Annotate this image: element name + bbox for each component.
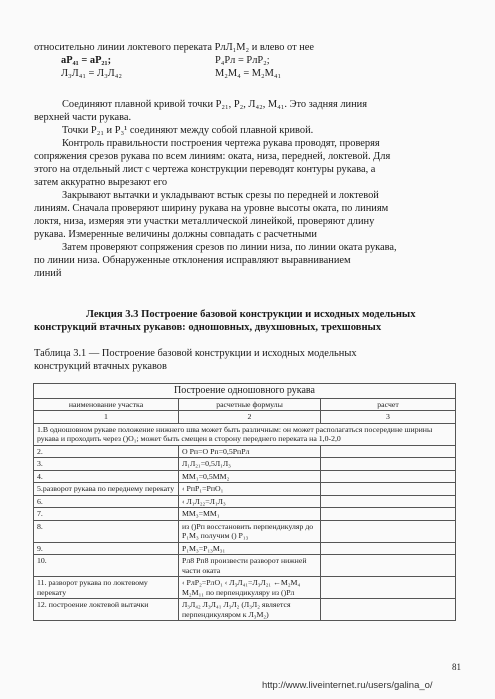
table-cell-calc — [321, 542, 456, 555]
paragraph-line: верхней части рукава. — [34, 112, 132, 123]
table-cell-name: 11. разворот рукава по локтевому перекату — [34, 577, 179, 599]
table-cell-name: 7. — [34, 508, 179, 521]
paragraph-line: линий — [34, 268, 62, 279]
table-cell-name: 5.разворот рукава по переднему перекату — [34, 483, 179, 496]
table-cell-name: 10. — [34, 555, 179, 577]
table-cell-formula: ММ₁=0,5ММ₂ — [179, 470, 321, 483]
table-cell-calc — [321, 445, 456, 458]
equation-left-2: Л₃Л₄₁ = Л₃Л₄₂ — [61, 68, 122, 79]
paragraph-line: линиям. Сначала проверяют ширину рукава на уровне высоты оката, по линиям — [34, 203, 389, 214]
table-row — [34, 483, 456, 496]
paragraph-line: затем аккуратно вырезают его — [34, 177, 168, 188]
lecture-heading-line-2: конструкций втачных рукавов: одношовных, двухшовных, трехшовных — [34, 322, 382, 333]
table-row — [34, 599, 456, 621]
table-cell-calc — [321, 555, 456, 577]
table-cell-name: 12. построение локтевой вытачки — [34, 599, 179, 621]
table-row — [34, 520, 456, 542]
table-row — [34, 508, 456, 521]
table-cell-calc — [321, 577, 456, 599]
construction-table — [33, 383, 456, 621]
table-caption-line-2: конструкций втачных рукавов — [34, 361, 167, 372]
table-row — [34, 445, 456, 458]
paragraph-line: по линии низа. Обнаруженные отклонения исправляют выравниванием — [34, 255, 351, 266]
table-cell-name: 6. — [34, 495, 179, 508]
column-number-cell: 1 — [34, 411, 179, 424]
paragraph-line: Затем проверяют сопряжения срезов по линии низа, по линии оката рукава, — [62, 242, 397, 253]
column-number-cell: 3 — [321, 411, 456, 424]
table-row — [34, 577, 456, 599]
table-note: 1.В одношовном рукаве положение нижнего шва может быть различным: он может располагаться посередине ширины рукава и проходить через ()О₁; может быть смещен в сторону переднего переката на 1,0-2,0 — [34, 423, 456, 445]
paragraph-line: сопряжения срезов рукава по всем линиям: оката, низа, передней, локтевой. Для — [34, 151, 391, 162]
header-cell: расчет — [321, 398, 456, 411]
table-row — [34, 555, 456, 577]
paragraph-line: Закрывают вытачки и укладывают встык срезы по передней и локтевой — [62, 190, 379, 201]
equation-right-1: Р₄Рл = РлР₂; — [215, 55, 270, 66]
table-cell-formula: ММ₃=ММ₁ — [179, 508, 321, 521]
table-cell-formula: Р₁М₃=Р₁₃М₃₁ — [179, 542, 321, 555]
table-cell-calc — [321, 520, 456, 542]
page-number: 81 — [452, 662, 461, 672]
watermark-url: http://www.liveinternet.ru/users/galina_o/ — [262, 680, 433, 691]
equation-right-2: М₂М₄ = М₂М₄₁ — [215, 68, 282, 79]
table-cell-formula: Рл8 Рп8 произвести разворот нижней части оката — [179, 555, 321, 577]
table-cell-name: 8. — [34, 520, 179, 542]
table-row — [34, 458, 456, 471]
table-row — [34, 495, 456, 508]
table-title: Построение одношовного рукава — [34, 384, 456, 399]
table-cell-calc — [321, 458, 456, 471]
table-cell-formula: из ()Рп восстановить перпендикуляр до Р₁М₃ получим () Р₁₃ — [179, 520, 321, 542]
table-caption-line-1: Таблица 3.1 — Построение базовой конструкции и исходных модельных — [34, 348, 357, 359]
table-cell-name: 3. — [34, 458, 179, 471]
table-cell-name: 4. — [34, 470, 179, 483]
table-cell-calc — [321, 599, 456, 621]
table-cell-calc — [321, 470, 456, 483]
table-cell-formula: ‹ РпР₁=РпО₁ — [179, 483, 321, 496]
table-cell-formula: Л₁Л₂₁=0,5Л₁Л₃ — [179, 458, 321, 471]
table-cell-calc — [321, 508, 456, 521]
table-cell-formula: ‹ РлР₂=РлО₁ ‹ Л₃Л₄₁=Л₃Л₂₁ ←М₂М₄ М₂М₁₁ по перпендикуляру из ()Рл — [179, 577, 321, 599]
equation-left-1: аР₄₁ = аР₂₁; — [61, 55, 112, 66]
table-cell-name: 2. — [34, 445, 179, 458]
column-number-cell: 2 — [179, 411, 321, 424]
lecture-heading-line-1: Лекция 3.3 Построение базовой конструкции и исходных модельных — [86, 309, 416, 320]
table-cell-calc — [321, 483, 456, 496]
paragraph-line: Соединяют плавной кривой точки Р₂₁, Р₂, Л₄₂, М₄₁. Это задняя линия — [62, 99, 368, 110]
paragraph-line: Точки Р₂₁ и Р₃¹ соединяют между собой плавной кривой. — [62, 125, 314, 136]
table-row — [34, 542, 456, 555]
paragraph-line: Контроль правильности построения чертежа рукава проводят, проверяя — [62, 138, 380, 149]
paragraph-line: рукава. Измеренные величины должны совпадать с расчетными — [34, 229, 317, 240]
paragraph-line: этого на отдельный лист с чертежа конструкции переводят контуры рукава, а — [34, 164, 376, 175]
table-cell-calc — [321, 495, 456, 508]
paragraph-line: локтя, низа, измеряя эти участки металлической линейкой, проверяют длину — [34, 216, 375, 227]
header-cell: наименование участка — [34, 398, 179, 411]
table-cell-formula: О Рп=О Рп=0,5РпРл — [179, 445, 321, 458]
table-cell-formula: ‹ Л₁Л₂₂=Л₁Л₃ — [179, 495, 321, 508]
table-row — [34, 470, 456, 483]
table-cell-name: 9. — [34, 542, 179, 555]
header-cell: расчетные формулы — [179, 398, 321, 411]
intro-line: относительно линии локтевого переката РлЛ₁М₂ и влево от нее — [34, 42, 315, 53]
table-cell-formula: Л₃Л₄₂ Л₃Л₄₁ Л₃Л₂ (Л₃Л₂ является перпендикуляром к Л₃М₂) — [179, 599, 321, 621]
